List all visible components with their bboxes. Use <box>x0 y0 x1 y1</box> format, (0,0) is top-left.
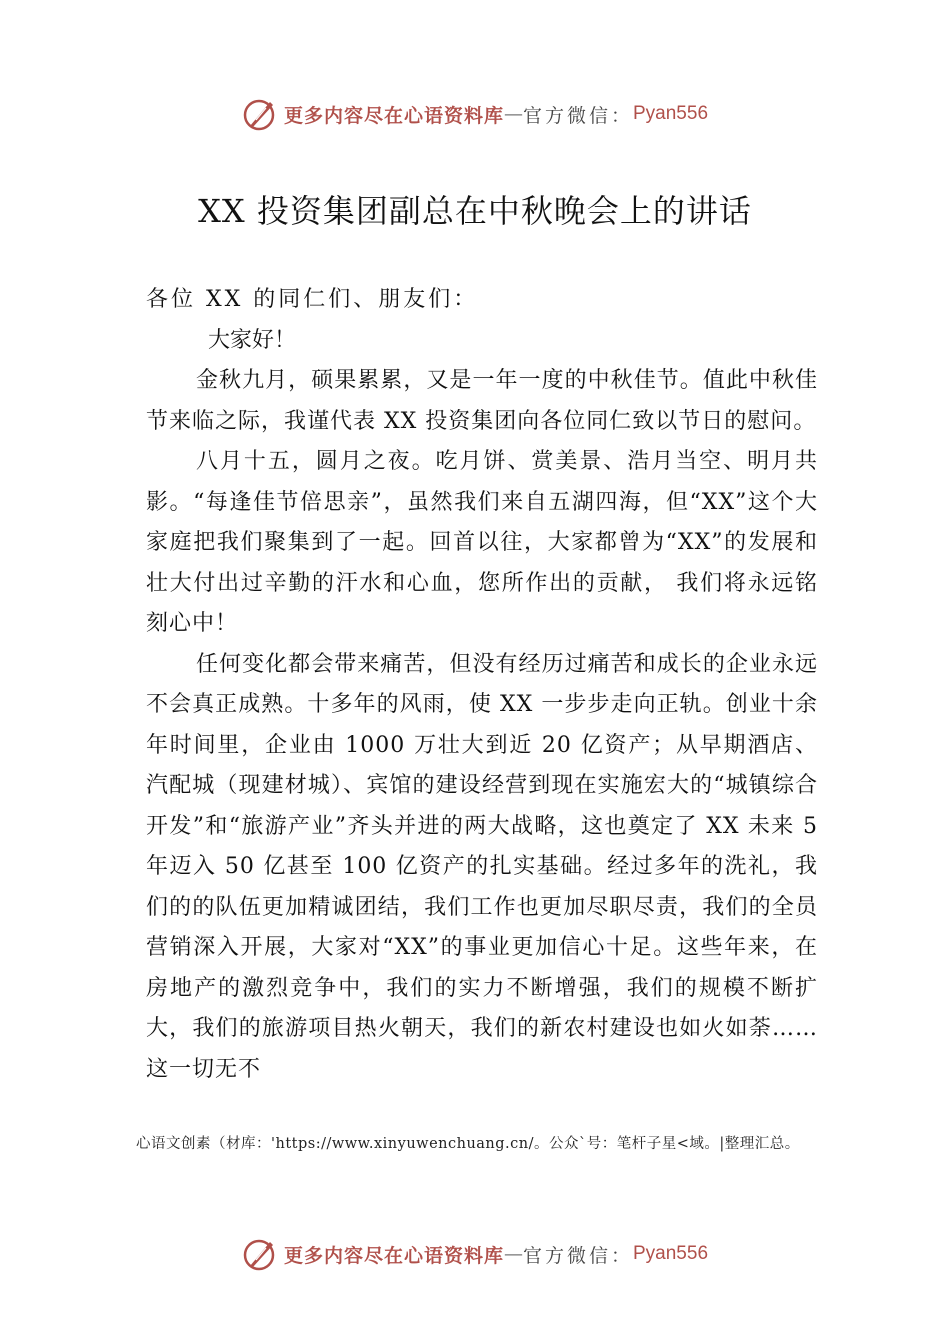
banner-wechat-label: 官方微信： <box>522 104 633 127</box>
banner-main-text: 更多内容尽在心语资料库 <box>283 1244 504 1267</box>
feather-quill-circle-icon <box>242 96 278 132</box>
banner-separator: — <box>503 1243 523 1265</box>
banner-separator: — <box>503 103 523 125</box>
feather-quill-circle-icon <box>242 1236 278 1272</box>
banner-wechat-label: 官方微信： <box>522 1244 633 1267</box>
banner-main-text: 更多内容尽在心语资料库 <box>283 104 504 127</box>
paragraph-2: 八月十五，圆月之夜。吃月饼、赏美景、浩月当空、明月共影。“每逢佳节倍思亲”，虽然我们来自五湖四海，但“XX”这个大家庭把我们聚集到了一起。回首以往，大家都曾为“XX”的发展和壮大付出过辛勤的汗水和心血，您所作出的贡献， 我们将永远铭刻心中！ <box>146 449 818 636</box>
document-title: XX 投资集团副总在中秋晚会上的讲话 <box>198 192 752 230</box>
banner-wechat-id: Pyan556 <box>633 103 709 124</box>
source-note: 心语文创素（材库：'https://www.xinyuwenchuang.cn/。公众`号：笔杆子星<域。|整理汇总。 <box>136 1136 800 1152</box>
paragraph-3: 任何变化都会带来痛苦，但没有经历过痛苦和成长的企业永远不会真正成熟。十多年的风雨，使 XX 一步步走向正轨。创业十余年时间里，企业由 1000 万壮大到近 20 亿资产；从早期酒店、汽配城（现建材城）、宾馆的建设经营到现在实施宏大的“城镇综合开发”和“旅游产业”齐头并进的两大战略，这也奠定了 XX 未来 5 年迈入 50 亿甚至 100 亿资产的扎实基础。经过多年的洗礼，我们的的队伍更加精诚团结，我们工作也更加尽职尽责，我们的全员营销深入开展，大家对“XX”的事业更加信心十足。这些年来，在房地产的激烈竞争中，我们的实力不断增强，我们的规模不断扩大，我们的旅游项目热火朝天，我们的新农村建设也如火如荼……这一切无不 <box>146 651 818 1082</box>
document-body <box>146 280 818 1090</box>
salutation: 各位 XX 的同仁们、朋友们： <box>146 287 479 312</box>
footer-banner <box>0 1234 950 1274</box>
greeting: 大家好！ <box>208 327 297 353</box>
banner-wechat-id: Pyan556 <box>633 1243 709 1264</box>
paragraph-1: 金秋九月，硕果累累，又是一年一度的中秋佳节。值此中秋佳节来临之际，我谨代表 XX 投资集团向各位同仁致以节日的慰问。 <box>146 368 818 434</box>
header-banner <box>0 94 950 134</box>
